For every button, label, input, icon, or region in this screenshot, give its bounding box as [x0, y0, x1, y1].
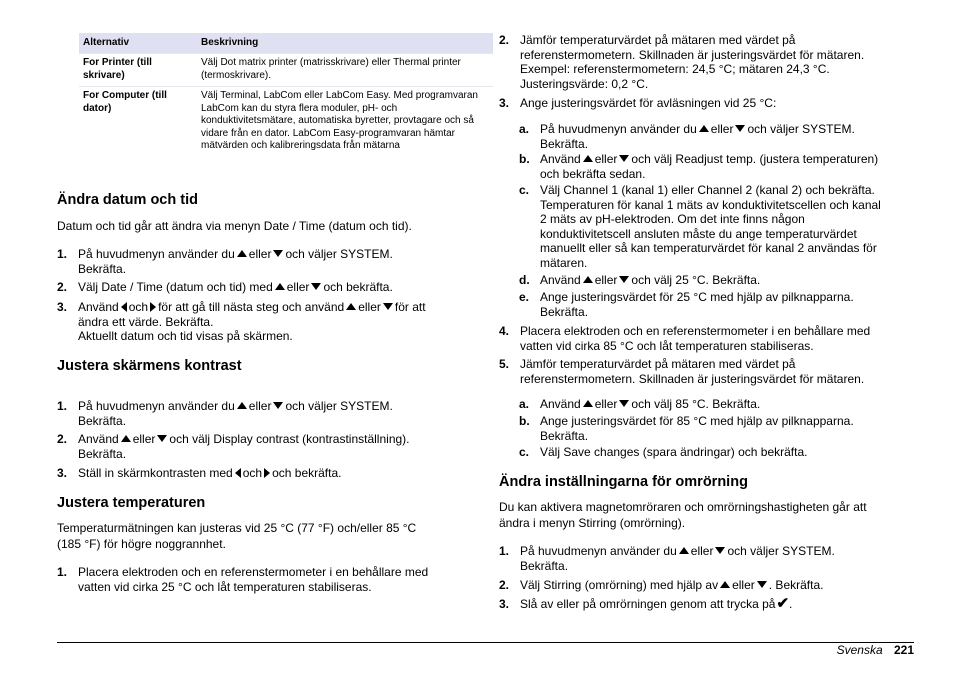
list-text: Ange justeringsvärdet för 85 °C med hjälp av pilknapparna. — [540, 414, 854, 428]
arrow-down-icon — [311, 283, 321, 290]
list-text: Använd — [78, 432, 119, 446]
list-text: och välj 85 °C. Bekräfta. — [631, 397, 761, 411]
arrow-up-icon — [679, 547, 689, 554]
list-text: mätaren. — [540, 255, 588, 270]
list-text: Exempel: referenstermometern: 24,5 °C; mätaren 24,3 °C. — [520, 62, 830, 76]
arrow-down-icon — [273, 402, 283, 409]
list-text: Bekräfta. — [540, 428, 589, 443]
checkmark-icon: ✔ — [776, 595, 790, 612]
list-number: 3. — [499, 96, 510, 110]
list-number: 2. — [499, 578, 510, 592]
list-text: och väljer SYSTEM. — [727, 544, 835, 558]
list-letter: a. — [519, 122, 530, 136]
page-number: 221 — [893, 643, 914, 657]
list-number: 2. — [57, 432, 68, 446]
list-text: eller — [690, 544, 714, 558]
list-text: och bekräfta. — [272, 466, 342, 480]
arrow-up-icon — [720, 581, 730, 588]
list-text: Jämför temperaturvärdet på mätaren med värdet på — [520, 357, 796, 371]
arrow-up-icon — [275, 283, 285, 290]
list-letter: e. — [519, 290, 530, 304]
list-text: Ange justeringsvärdet för 25 °C med hjälp av pilknapparna. — [540, 290, 854, 304]
list-text: På huvudmenyn använder du — [520, 544, 677, 558]
list-text: vatten vid cirka 25 °C och låt temperaturen stabiliseras. — [78, 579, 372, 594]
arrow-down-icon — [273, 250, 283, 257]
list-text: referenstermometern. Skillnaden är justeringsvärdet för mätaren. — [520, 371, 865, 386]
list-text: och välj Display contrast (kontrastinställning). — [169, 432, 410, 446]
arrow-left-icon — [235, 468, 241, 478]
list-text: manuellt eller så kan temperaturvärdet för kanal 2 användas för — [540, 241, 877, 255]
list-text: Justeringsvärde: 0,2 °C. — [520, 76, 649, 91]
table-row — [79, 87, 493, 157]
list-text: för att gå till nästa steg och använd — [158, 300, 345, 314]
list-text: Bekräfta. — [540, 304, 589, 319]
heading-stirring: Ändra inställningarna för omrörning — [499, 474, 748, 490]
list-text: vatten vid cirka 85 °C och låt temperaturen stabiliseras. — [520, 338, 814, 353]
footer-language: Svenska — [836, 643, 883, 657]
arrow-up-icon — [583, 276, 593, 283]
list-text: Bekräfta. — [78, 446, 127, 461]
list-text: eller — [710, 122, 734, 136]
list-text: och väljer SYSTEM. — [285, 247, 393, 261]
list-text: Bekräfta. — [78, 261, 127, 276]
list-letter: a. — [519, 397, 530, 411]
arrow-right-icon — [264, 468, 270, 478]
arrow-up-icon — [237, 402, 247, 409]
table-cell-desc: Välj Dot matrix printer (matrisskrivare) eller Thermal printer (termoskrivare). — [197, 54, 493, 87]
arrow-down-icon — [619, 400, 629, 407]
arrow-up-icon — [583, 400, 593, 407]
list-text: eller — [132, 432, 156, 446]
list-text: Placera elektroden och en referenstermometer i en behållare med — [520, 324, 871, 338]
arrow-down-icon — [157, 435, 167, 442]
table-cell-key: For Computer (till dator) — [79, 87, 197, 157]
list-text: eller — [286, 280, 310, 294]
paragraph-line: (185 °F) för högre noggrannhet. — [57, 537, 226, 551]
list-text: Temperaturen för kanal 1 mäts av konduktivitetscellen och kanal — [540, 197, 881, 212]
paragraph-line: Temperaturmätningen kan justeras vid 25 °C (77 °F) och/eller 85 °C — [57, 521, 417, 535]
list-text: Bekräfta. — [540, 136, 589, 151]
arrow-up-icon — [121, 435, 131, 442]
arrow-down-icon — [735, 125, 745, 132]
list-number: 1. — [57, 565, 68, 579]
list-text: eller — [358, 300, 381, 314]
list-text: Välj Date / Time (datum och tid) med — [78, 280, 273, 294]
list-text: Välj Channel 1 (kanal 1) eller Channel 2 (kanal 2) och bekräfta. — [540, 183, 875, 197]
arrow-down-icon — [619, 276, 629, 283]
list-text: 2 mäts av pH-elektroden. Om det inte finns någon — [540, 212, 805, 226]
table-cell-key: For Printer (till skrivare) — [79, 54, 197, 87]
list-number: 3. — [499, 597, 510, 611]
list-text: och väljer SYSTEM. — [747, 122, 855, 136]
paragraph: Datum och tid går att ändra via menyn Date / Time (datum och tid). — [57, 219, 412, 233]
list-text: Slå av eller på omrörningen genom att trycka på — [520, 597, 776, 611]
paragraph-line: ändra i menyn Stirring (omrörning). — [499, 516, 686, 530]
list-text: Välj Save changes (spara ändringar) och bekräfta. — [540, 445, 808, 459]
list-letter: b. — [519, 152, 530, 166]
paragraph — [499, 499, 867, 531]
list-text: Ange justeringsvärdet för avläsningen vid 25 °C: — [520, 96, 777, 110]
paragraph-line: Du kan aktivera magnetomröraren och omrörningshastigheten går att — [499, 500, 867, 514]
list-letter: d. — [519, 273, 530, 287]
table-row — [79, 54, 493, 87]
list-text: eller — [248, 247, 272, 261]
list-text: Jämför temperaturvärdet på mätaren med värdet på — [520, 33, 796, 47]
list-letter: c. — [519, 445, 530, 459]
list-number: 2. — [57, 280, 68, 294]
list-text: referenstermometern. Skillnaden är justeringsvärdet för mätaren. — [520, 47, 865, 62]
list-text: Använd — [540, 397, 581, 411]
arrow-down-icon — [757, 581, 767, 588]
list-text: för att — [394, 300, 426, 314]
table-header-cell: Beskrivning — [197, 33, 493, 54]
list-letter: c. — [519, 183, 530, 197]
list-text: På huvudmenyn använder du — [540, 122, 697, 136]
left-column — [57, 33, 478, 157]
heading-contrast: Justera skärmens kontrast — [57, 358, 242, 374]
list-number: 3. — [57, 466, 68, 480]
arrow-down-icon — [383, 303, 393, 310]
list-text: Använd — [78, 300, 119, 314]
list-text: Välj Stirring (omrörning) med hjälp av — [520, 578, 719, 592]
arrow-right-icon — [150, 302, 156, 312]
list-text: eller — [248, 399, 272, 413]
list-number: 1. — [57, 247, 68, 261]
list-text: och — [128, 300, 149, 314]
list-text: På huvudmenyn använder du — [78, 247, 235, 261]
list-text: och välj 25 °C. Bekräfta. — [631, 273, 761, 287]
list-text: och bekräfta sedan. — [540, 166, 646, 181]
list-text: Bekräfta. — [78, 413, 127, 428]
list-text: Använd — [540, 152, 581, 166]
list-text: eller — [594, 397, 618, 411]
list-number: 1. — [499, 544, 510, 558]
list-text: konduktivitetscell ansluten måste du ange temperaturvärdet — [540, 226, 857, 241]
list-number: 3. — [57, 300, 68, 314]
arrow-left-icon — [121, 302, 127, 312]
heading-temperature: Justera temperaturen — [57, 495, 206, 511]
list-number: 5. — [499, 357, 510, 371]
list-text: . Bekräfta. — [768, 578, 824, 592]
list-text: Ställ in skärmkontrasten med — [78, 466, 233, 480]
list-text: eller — [594, 273, 618, 287]
list-text: och — [242, 466, 263, 480]
arrow-up-icon — [346, 303, 356, 310]
list-text: och välj Readjust temp. (justera temperaturen) — [631, 152, 879, 166]
table-cell-desc: Välj Terminal, LabCom eller LabCom Easy. Med programvaran LabCom kan du styra flera moduler, pH- och konduktivitetsmätare, automatiska byretter, provtagare och så vidare från en dator. LabCom Easy-programvaran hämtar mätvärden och kalibreringsdata från mätarna — [197, 87, 493, 157]
arrow-down-icon — [619, 155, 629, 162]
footer-divider — [57, 642, 914, 643]
page-footer — [837, 643, 914, 657]
options-table — [79, 33, 493, 157]
list-letter: b. — [519, 414, 530, 428]
paragraph — [57, 520, 416, 552]
heading-date-time: Ändra datum och tid — [57, 192, 198, 208]
list-text: och bekräfta. — [323, 280, 393, 294]
list-text: Använd — [540, 273, 581, 287]
arrow-up-icon — [583, 155, 593, 162]
table-header-cell: Alternativ — [79, 33, 197, 54]
list-number: 4. — [499, 324, 510, 338]
list-text: Aktuellt datum och tid visas på skärmen. — [78, 329, 293, 343]
list-text: Bekräfta. — [520, 558, 569, 573]
arrow-down-icon — [715, 547, 725, 554]
arrow-up-icon — [699, 125, 709, 132]
list-text: På huvudmenyn använder du — [78, 399, 235, 413]
table-header-row — [79, 33, 493, 54]
list-text: eller — [594, 152, 618, 166]
list-text: eller — [732, 578, 755, 592]
list-text: ändra ett värde. Bekräfta. — [78, 314, 214, 329]
list-number: 1. — [57, 399, 68, 413]
list-number: 2. — [499, 33, 510, 47]
arrow-up-icon — [237, 250, 247, 257]
list-text: Placera elektroden och en referenstermometer i en behållare med — [78, 565, 429, 579]
list-text: och väljer SYSTEM. — [285, 399, 393, 413]
